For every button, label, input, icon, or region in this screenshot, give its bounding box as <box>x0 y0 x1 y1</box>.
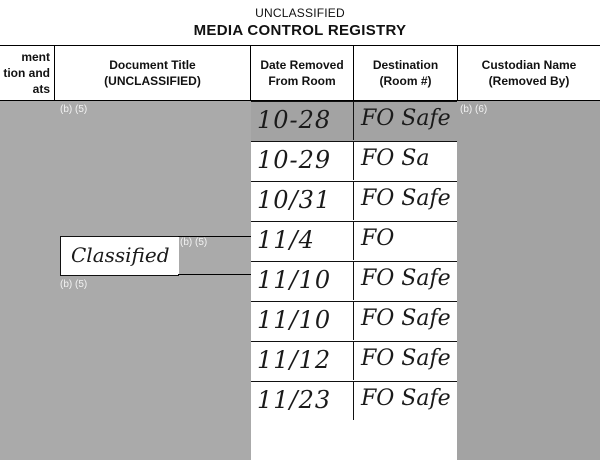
date-removed-value: 11/23 <box>257 386 332 414</box>
row-column-separator <box>353 262 354 300</box>
date-removed-value: 10-28 <box>257 106 332 134</box>
table-row <box>251 221 457 260</box>
header-custodian-line-1: Custodian Name <box>481 58 577 72</box>
exemption-code-left-top: (b) (5) <box>60 104 88 115</box>
header-custodian-line-2: (Removed By) <box>488 74 570 88</box>
table-row <box>251 101 457 140</box>
header-first-col-line-2: tion and <box>3 66 50 80</box>
header-first-col <box>0 46 50 100</box>
row-column-separator <box>353 222 354 260</box>
exemption-code-right-top: (b) (6) <box>460 104 488 115</box>
table-row <box>251 261 457 300</box>
header-first-col-line-1: ment <box>21 50 50 64</box>
destination-value: FO Safe <box>361 186 451 211</box>
classified-row-line-bottom <box>178 274 251 275</box>
header-document-title-line-1: Document Title <box>109 58 196 72</box>
header-destination <box>354 46 457 100</box>
row-column-separator <box>353 142 354 180</box>
table-row <box>251 381 457 420</box>
date-removed-value: 10/31 <box>257 186 332 214</box>
header-date-removed-line-2: From Room <box>268 74 336 88</box>
destination-value: FO <box>361 226 395 251</box>
redaction-right <box>457 101 600 460</box>
header-destination-line-1: Destination <box>372 58 439 72</box>
header-first-col-line-3: ats <box>32 82 50 96</box>
row-column-separator <box>353 102 354 140</box>
row-column-separator <box>353 302 354 340</box>
exemption-code-mid: (b) (5) <box>180 237 208 248</box>
classified-entry-text: Classified <box>71 243 170 267</box>
redaction-left <box>0 101 251 460</box>
date-removed-value: 11/10 <box>257 266 332 294</box>
table-row <box>251 341 457 380</box>
classified-row-line-top <box>178 236 251 237</box>
date-removed-value: 11/10 <box>257 306 332 334</box>
destination-value: FO Safe <box>361 266 451 291</box>
table-row <box>251 301 457 340</box>
row-column-separator <box>353 382 354 420</box>
row-column-separator <box>353 342 354 380</box>
destination-value: FO Safe <box>361 346 451 371</box>
date-removed-value: 11/4 <box>257 226 315 254</box>
form-title: MEDIA CONTROL REGISTRY <box>193 22 407 39</box>
exemption-code-left-mid: (b) (5) <box>60 279 88 290</box>
destination-value: FO Safe <box>361 106 451 131</box>
table-row <box>251 141 457 180</box>
destination-value: FO Safe <box>361 306 451 331</box>
row-column-separator <box>353 182 354 220</box>
header-date-removed-line-1: Date Removed <box>260 58 344 72</box>
classified-entry-cell <box>60 236 179 276</box>
date-removed-value: 10-29 <box>257 146 332 174</box>
header-destination-line-2: (Room #) <box>379 74 432 88</box>
header-document-title <box>55 46 250 100</box>
header-date-removed <box>251 46 353 100</box>
header-document-title-line-2: (UNCLASSIFIED) <box>104 74 201 88</box>
date-removed-value: 11/12 <box>257 346 332 374</box>
classification-marking: UNCLASSIFIED <box>255 6 345 20</box>
header-custodian <box>458 46 600 100</box>
destination-value: FO Sa <box>361 146 430 171</box>
table-row <box>251 181 457 220</box>
destination-value: FO Safe <box>361 386 451 411</box>
